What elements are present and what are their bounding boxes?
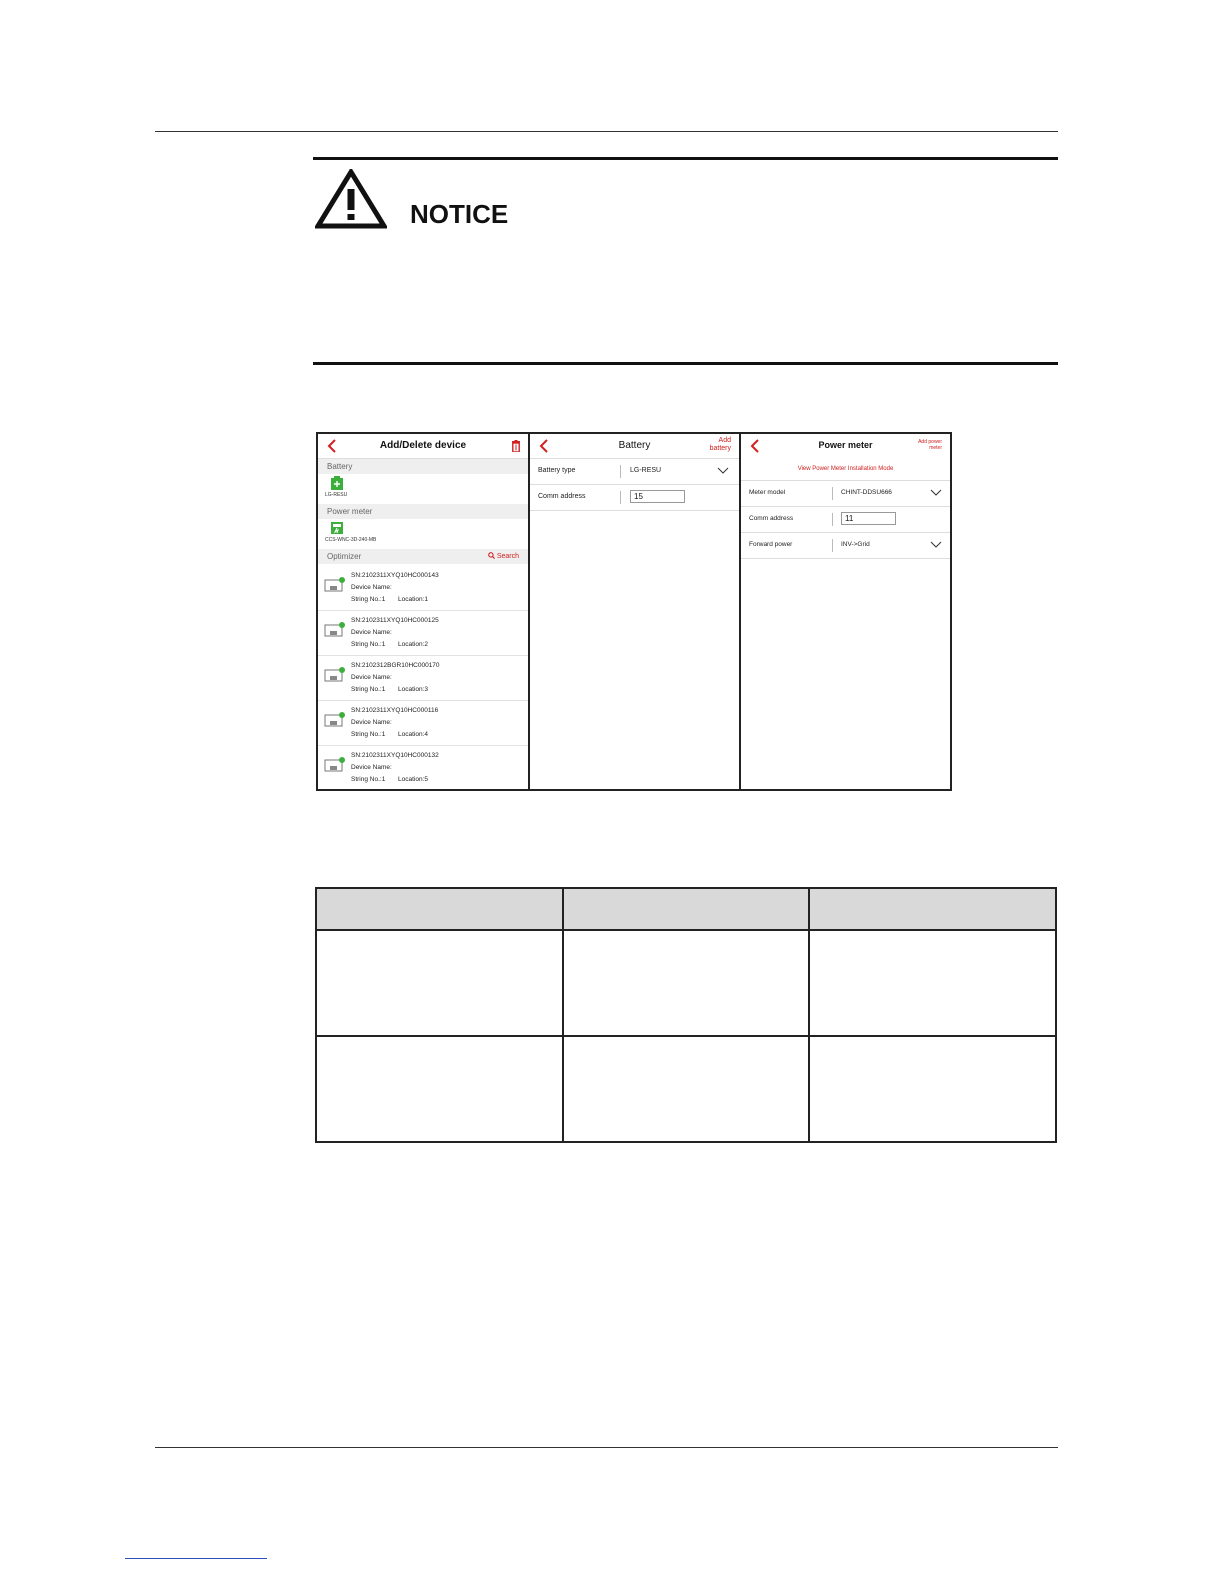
optimizer-icon xyxy=(324,621,346,637)
optimizer-item[interactable] xyxy=(318,746,528,789)
panel-battery xyxy=(530,434,741,789)
optimizer-device-name: Device Name: xyxy=(351,719,392,726)
notice-bottom-rule xyxy=(313,362,1058,365)
table-cell xyxy=(563,930,810,1036)
chevron-down-icon xyxy=(717,466,729,476)
divider xyxy=(832,487,833,500)
add-meter-label-1: Add power xyxy=(918,439,942,445)
optimizer-sn: SN:2102311XYQ10HC000132 xyxy=(351,752,439,759)
table-cell xyxy=(316,1036,563,1142)
optimizer-sn: SN:2102312BGR10HC000170 xyxy=(351,662,440,669)
app-screenshot xyxy=(316,432,952,791)
power-meter-icon xyxy=(330,521,344,535)
optimizer-item[interactable] xyxy=(318,656,528,701)
optimizer-location: Location:1 xyxy=(398,596,428,603)
meter-model-value: CHINT-DDSU666 xyxy=(841,489,892,496)
comm-address-row xyxy=(530,485,739,511)
meter-comm-address-row xyxy=(741,507,950,533)
table-header-row xyxy=(316,888,1056,930)
notice-title: NOTICE xyxy=(410,199,509,229)
section-power-meter: Power meter xyxy=(318,504,528,519)
table-header-cell xyxy=(809,888,1056,930)
optimizer-list xyxy=(318,564,528,789)
meter-device[interactable] xyxy=(318,519,528,549)
optimizer-location: Location:5 xyxy=(398,776,428,783)
panel-add-delete-device xyxy=(318,434,530,789)
optimizer-icon xyxy=(324,756,346,772)
footer-link-underline xyxy=(125,1558,267,1559)
search-icon xyxy=(488,552,495,559)
page-title: Add/Delete device xyxy=(379,440,467,451)
divider xyxy=(620,465,621,478)
table-row xyxy=(316,1036,1056,1142)
installation-mode-link[interactable]: View Power Meter Installation Mode xyxy=(741,458,950,481)
optimizer-location: Location:2 xyxy=(398,641,428,648)
optimizer-device-name: Device Name: xyxy=(351,674,392,681)
optimizer-sn: SN:2102311XYQ10HC000125 xyxy=(351,617,439,624)
chevron-down-icon xyxy=(930,540,942,550)
notice-top-rule xyxy=(313,157,1058,160)
parameter-table xyxy=(315,887,1057,1143)
divider xyxy=(832,513,833,526)
meter-model-label: Meter model xyxy=(749,489,786,496)
optimizer-string: String No.:1 xyxy=(351,641,386,648)
search-label: Search xyxy=(496,553,519,560)
table-cell xyxy=(563,1036,810,1142)
devices-header xyxy=(318,434,528,459)
page-title: Power meter xyxy=(818,440,873,450)
optimizer-string: String No.:1 xyxy=(351,776,386,783)
meter-model-row[interactable] xyxy=(741,481,950,507)
comm-address-input[interactable]: 15 xyxy=(630,490,685,503)
battery-type-value: LG-RESU xyxy=(630,467,662,474)
battery-header xyxy=(530,434,739,459)
divider xyxy=(620,491,621,504)
comm-address-label: Comm address xyxy=(538,493,586,500)
section-optimizer xyxy=(318,549,528,564)
meter-comm-address-label: Comm address xyxy=(749,515,794,522)
optimizer-sn: SN:2102311XYQ10HC000116 xyxy=(351,707,439,714)
table-header-cell xyxy=(316,888,563,930)
optimizer-sn: SN:2102311XYQ10HC000143 xyxy=(351,572,439,579)
forward-power-row[interactable] xyxy=(741,533,950,559)
optimizer-item[interactable] xyxy=(318,566,528,611)
meter-header xyxy=(741,434,950,458)
add-power-meter-button[interactable] xyxy=(918,439,942,451)
optimizer-icon xyxy=(324,666,346,682)
optimizer-item[interactable] xyxy=(318,701,528,746)
table-cell xyxy=(316,930,563,1036)
chevron-down-icon xyxy=(930,488,942,498)
add-battery-label-1: Add xyxy=(718,437,731,444)
forward-power-value: INV->Grid xyxy=(841,541,870,548)
table-cell xyxy=(809,1036,1056,1142)
optimizer-device-name: Device Name: xyxy=(351,584,392,591)
add-battery-label-2: battery xyxy=(709,445,731,452)
optimizer-device-name: Device Name: xyxy=(351,629,392,636)
meter-comm-address-input[interactable]: 11 xyxy=(841,512,896,525)
table-header-cell xyxy=(563,888,810,930)
optimizer-string: String No.:1 xyxy=(351,686,386,693)
warning-icon xyxy=(315,169,387,229)
divider xyxy=(832,539,833,552)
optimizer-section-label: Optimizer xyxy=(327,552,362,561)
forward-power-label: Forward power xyxy=(749,541,793,548)
meter-device-name: CCS-WNC-3D-240-MB xyxy=(325,537,377,543)
optimizer-string: String No.:1 xyxy=(351,596,386,603)
optimizer-location: Location:3 xyxy=(398,686,428,693)
battery-device[interactable] xyxy=(318,474,528,504)
battery-device-name: LG-RESU xyxy=(325,492,348,498)
optimizer-string: String No.:1 xyxy=(351,731,386,738)
table-row xyxy=(316,930,1056,1036)
battery-type-row[interactable] xyxy=(530,459,739,485)
battery-icon xyxy=(330,476,344,490)
optimizer-icon xyxy=(324,576,346,592)
footer-rule xyxy=(155,1447,1058,1448)
search-button[interactable] xyxy=(488,549,519,564)
optimizer-location: Location:4 xyxy=(398,731,428,738)
add-meter-label-2: meter xyxy=(929,445,942,451)
delete-icon[interactable] xyxy=(511,440,521,452)
optimizer-icon xyxy=(324,711,346,727)
add-battery-button[interactable] xyxy=(710,437,731,453)
optimizer-device-name: Device Name: xyxy=(351,764,392,771)
header-rule xyxy=(155,131,1058,132)
panel-power-meter xyxy=(741,434,950,789)
battery-type-label: Battery type xyxy=(538,467,576,474)
page-title: Battery xyxy=(618,440,651,451)
section-battery: Battery xyxy=(318,459,528,474)
table-cell xyxy=(809,930,1056,1036)
optimizer-item[interactable] xyxy=(318,611,528,656)
